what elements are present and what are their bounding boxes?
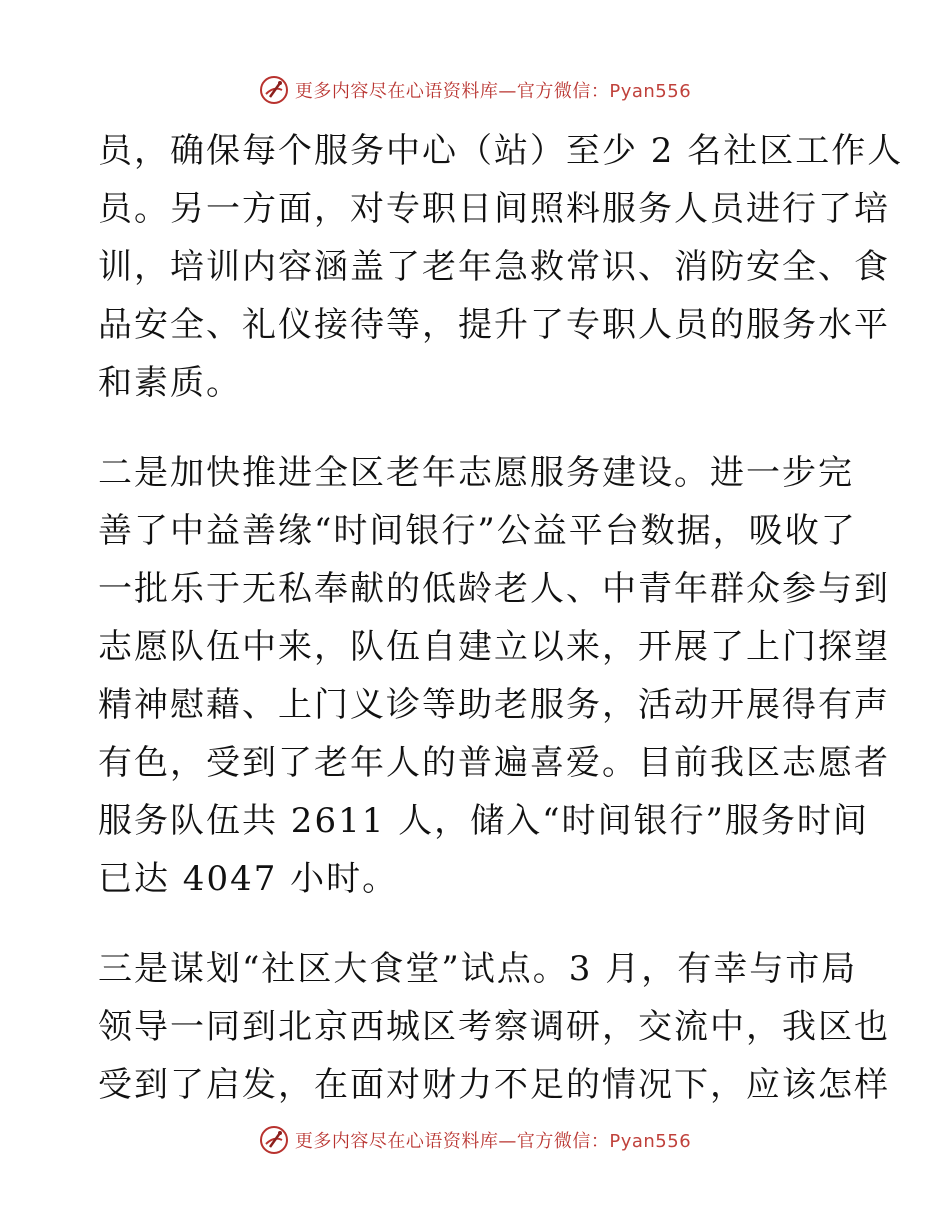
text-line: 员。另一方面，对专职日间照料服务人员进行了培	[98, 189, 890, 229]
book-pen-logo-icon	[259, 1125, 289, 1155]
watermark-text: 更多内容尽在心语资料库—官方微信：Pyan556	[294, 1131, 692, 1152]
text-line: 三是谋划“社区大食堂”试点。3 月，有幸与市局	[98, 949, 858, 989]
paragraph-3	[98, 940, 890, 1114]
text-line: 服务队伍共 2611 人，储入“时间银行”服务时间	[98, 801, 869, 841]
paragraph-2	[98, 444, 890, 908]
text-line: 二是加快推进全区老年志愿服务建设。进一步完	[98, 453, 854, 493]
text-line: 训，培训内容涵盖了老年急救常识、消防安全、食	[98, 247, 890, 287]
text-line: 已达 4047 小时。	[98, 859, 399, 899]
text-line: 品安全、礼仪接待等，提升了专职人员的服务水平	[98, 305, 890, 345]
text-line: 员，确保每个服务中心（站）至少 2 名社区工作人	[98, 131, 904, 171]
book-pen-logo-icon	[259, 75, 289, 105]
paragraph-1	[98, 122, 904, 412]
text-line: 受到了启发，在面对财力不足的情况下，应该怎样	[98, 1065, 890, 1105]
text-line: 和素质。	[98, 363, 242, 403]
wechat-account: Pyan556	[609, 81, 692, 102]
text-line: 精神慰藉、上门义诊等助老服务，活动开展得有声	[98, 685, 890, 725]
text-line: 善了中益善缘“时间银行”公益平台数据，吸收了	[98, 511, 857, 551]
text-line: 志愿队伍中来，队伍自建立以来，开展了上门探望	[98, 627, 890, 667]
header-watermark-banner	[0, 72, 950, 108]
text-line: 有色，受到了老年人的普遍喜爱。目前我区志愿者	[98, 743, 890, 783]
document-body	[98, 122, 904, 1114]
text-line: 一批乐于无私奉献的低龄老人、中青年群众参与到	[98, 569, 890, 609]
wechat-account: Pyan556	[609, 1131, 692, 1152]
watermark-text: 更多内容尽在心语资料库—官方微信：Pyan556	[294, 81, 692, 102]
footer-watermark-banner	[0, 1122, 950, 1158]
text-line: 领导一同到北京西城区考察调研，交流中，我区也	[98, 1007, 890, 1047]
